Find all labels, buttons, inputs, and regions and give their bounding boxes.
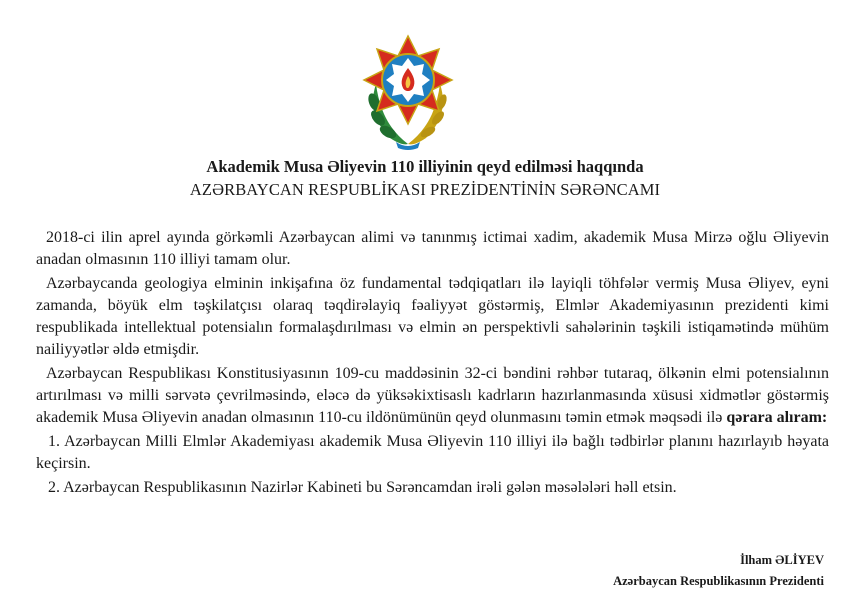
paragraph-3-text: Azərbaycan Respublikası Konstitusiyasının 109-cu maddəsinin 32-ci bəndini rəhbər tutaraq, ölkənin elmi potensialının artırılması və milli sərvətə çevrilməsində, eləcə də yüksəkixtisaslı kadrların hazırlanmasında xüsusi xidmətlər göstərmiş akademik Musa Əliyevin anadan olmasının 110-cu ildönümünün qeyd olunmasını təmin etmək məqsədi ilə bbox=[36, 365, 829, 426]
list-item-2: 2. Azərbaycan Respublikasının Nazirlər Kabineti bu Sərəncamdan irəli gələn məsələləri həll etsin. bbox=[48, 479, 677, 496]
signature-name: İlham ƏLİYEV bbox=[740, 553, 824, 567]
azerbaijan-coat-of-arms-icon bbox=[356, 22, 460, 152]
document-title: Akademik Musa Əliyevin 110 illiyinin qeyd edilməsi haqqında bbox=[206, 157, 644, 176]
paragraph-2: Azərbaycanda geologiya elminin inkişafına öz fundamental tədqiqatları ilə layiqli töhfələr vermiş Musa Əliyev, eyni zamanda, böyük elm təşkilatçısı olaraq təqdirəlayiq fəaliyyət göstərmiş, Elmlər Akademiyasının prezidenti kimi respublikada intellektual potensialın formalaşdırılması və elmin ən perspektivli sahələrinin təşkili istiqamətində mühüm nailiyyətlər əldə etmişdir. bbox=[36, 275, 829, 358]
document-body bbox=[36, 227, 829, 501]
signature-position: Azərbaycan Respublikasının Prezidenti bbox=[613, 574, 824, 588]
paragraph-1: 2018-ci ilin aprel ayında görkəmli Azərbaycan alimi və tanınmış ictimai xadim, akademik Musa Mirzə oğlu Əliyevin anadan olmasının 110 illiyi tamam olur. bbox=[36, 229, 829, 268]
document-subtitle: AZƏRBAYCAN RESPUBLİKASI PREZİDENTİNİN SƏRƏNCAMI bbox=[189, 180, 661, 199]
paragraph-3 bbox=[36, 363, 829, 429]
list-item-1: 1. Azərbaycan Milli Elmlər Akademiyası akademik Musa Əliyevin 110 illiyi ilə bağlı tədbirlər planını hazırlayıb həyata keçirsin. bbox=[36, 433, 829, 472]
decision-phrase: qərara alıram: bbox=[726, 409, 828, 426]
